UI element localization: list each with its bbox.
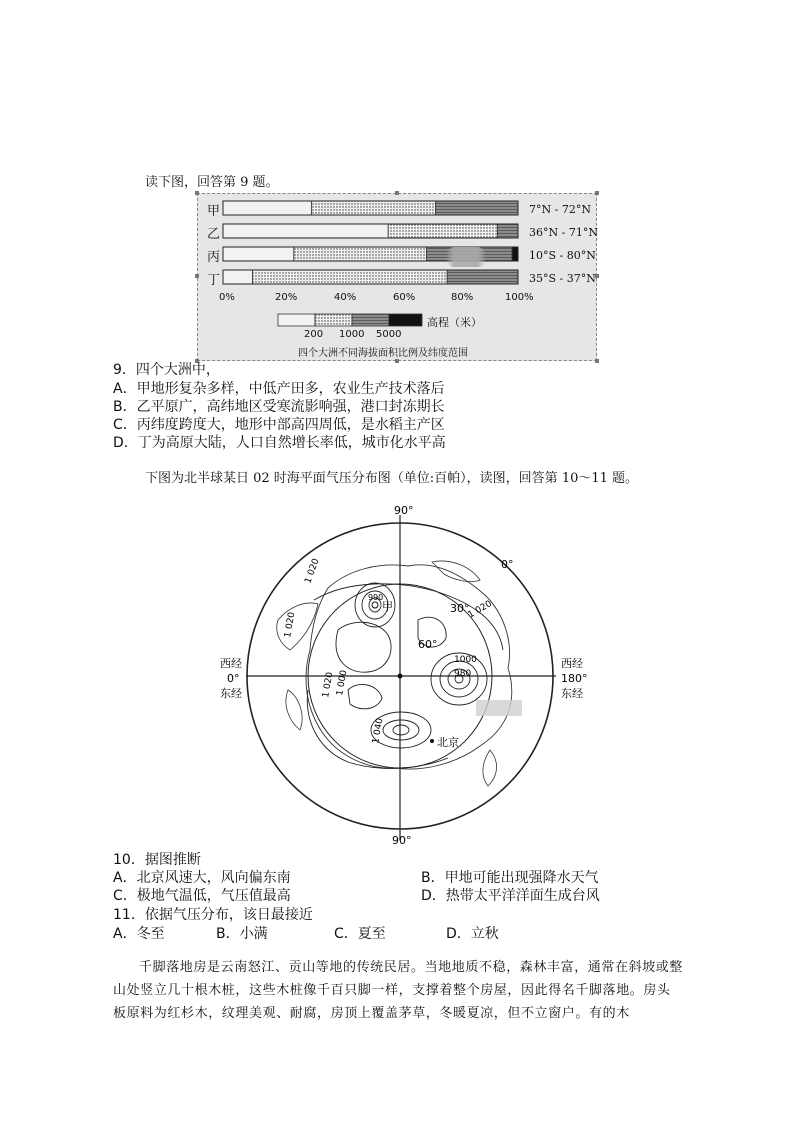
row-label-yi: 乙: [207, 227, 221, 242]
bar-2-hill: [388, 224, 497, 238]
iso-label-5: 1 040: [371, 717, 386, 745]
q9-option-a: A．甲地形复杂多样，中低产田多，农业生产技术落后: [113, 381, 445, 397]
x-tick-40: 40%: [334, 292, 357, 303]
label-jia: 甲: [382, 600, 393, 613]
jia-marker: [372, 602, 378, 608]
lat-range-bing: 10°S - 80°N: [529, 249, 596, 262]
figure-caption: 四个大洲不同海拔面积比例及纬度范围: [298, 348, 468, 359]
legend-swatch-lowland: [278, 314, 315, 326]
label-west-right: 西经: [561, 657, 583, 670]
label-zero-top: 0°: [501, 558, 514, 571]
row-label-ding: 丁: [207, 273, 221, 288]
q11-option-a: A．冬至: [113, 926, 165, 942]
image-smudge: [446, 247, 486, 267]
q11-option-b: B．小满: [216, 926, 268, 942]
bar-3-lowland: [223, 247, 294, 261]
coastline-main: [306, 565, 512, 769]
label-zero-left: 0°: [227, 672, 240, 685]
legend-tick-200: 200: [304, 329, 324, 340]
lat-range-ding: 35°S - 37°N: [529, 272, 596, 285]
intro-q10: 下图为北半球某日 02 时海平面气压分布图（单位:百帕），读图，回答第 10～11 题。: [145, 471, 639, 486]
reading-passage: 千脚落地房是云南怒江、贡山等地的传统民居。当地地质不稳，森林丰富，通常在斜坡或整山处竖立几十根木桩，这些木桩像千百只脚一样，支撑着整个房屋，因此得名千脚落地。房头板原料为红杉木，纹理美观、耐腐，房顶上覆盖茅草，冬暖夏凉，但不立窗户。有的木: [113, 960, 684, 1021]
bar-2-lowland: [223, 224, 388, 238]
q10-stem: 10．据图推断: [113, 852, 201, 868]
elevation-legend: [278, 314, 422, 326]
pressure-map: [218, 500, 598, 850]
legend-swatch-mountain: [352, 314, 389, 326]
iso-label-4: 1 020: [321, 671, 336, 699]
x-tick-20: 20%: [275, 292, 298, 303]
legend-swatch-high-mountain: [389, 314, 422, 326]
label-east-left: 东经: [220, 687, 242, 700]
intro-q9: 读下图，回答第 9 题。: [145, 175, 279, 190]
q10-option-c: C．极地气温低，气压值最高: [113, 888, 291, 904]
q9-option-d: D．丁为高原大陆，人口自然增长率低，城市化水平高: [113, 435, 446, 451]
row-label-bing: 丙: [207, 250, 221, 265]
iso-label-3: 1 020: [466, 599, 494, 621]
pole-marker: [398, 674, 403, 679]
q9-stem: 9．四个大洲中，: [113, 362, 220, 378]
x-tick-0: 0%: [219, 292, 235, 303]
legend-tick-1000: 1000: [339, 329, 365, 340]
legend-swatch-hill: [315, 314, 352, 326]
lat-range-yi: 36°N - 71°N: [529, 226, 598, 239]
x-tick-60: 60%: [393, 292, 416, 303]
row-label-jia: 甲: [207, 204, 221, 219]
label-east-right: 东经: [561, 687, 583, 700]
x-tick-100: 100%: [505, 292, 534, 303]
q9-option-c: C．丙纬度跨度大，地形中部高四周低，是水稻主产区: [113, 417, 445, 433]
bar-1-hill: [312, 201, 436, 215]
label-lat60: 60°: [418, 638, 438, 651]
beijing-marker: [430, 739, 434, 743]
q10-option-b: B．甲地可能出现强降水天气: [421, 870, 599, 886]
label-180-right: 180°: [561, 672, 588, 685]
iso-label-7: 980: [454, 669, 472, 679]
bar-4-lowland: [223, 270, 253, 284]
q11-option-c: C．夏至: [334, 926, 386, 942]
bar-1-mountain: [435, 201, 518, 215]
bar-1-lowland: [223, 201, 312, 215]
bar-3-high-mountain: [512, 247, 518, 261]
coastline-sw: [286, 690, 302, 730]
iso-label-6: 1000: [454, 655, 477, 665]
label-beijing: 北京: [437, 736, 459, 749]
lat-range-jia: 7°N - 72°N: [529, 203, 591, 216]
q9-option-b: B．乙平原广，高纬地区受寒流影响强，港口封冻期长: [113, 399, 445, 415]
label-west-left: 西经: [220, 657, 242, 670]
iso-label-8: 990: [368, 593, 384, 602]
coastline-west: [277, 603, 318, 650]
q10-option-d: D．热带太平洋洋面生成台风: [421, 888, 600, 904]
image-smudge-map: [476, 700, 522, 716]
q10-option-a: A．北京风速大，风向偏东南: [113, 870, 291, 886]
q11-option-d: D．立秋: [446, 926, 499, 942]
q11-stem: 11．依据气压分布，该日最接近: [113, 907, 313, 923]
legend-tick-5000: 5000: [376, 329, 402, 340]
legend-title: 高程（米）: [427, 316, 482, 329]
iso-label-1: 1 020: [283, 611, 298, 639]
bar-3-hill: [294, 247, 427, 261]
label-lat30: 30°: [450, 602, 470, 615]
iso-label-9: 1 000: [335, 669, 350, 697]
bar-2-mountain: [497, 224, 518, 238]
iso-label-2: 1 020: [303, 557, 322, 586]
bar-4-mountain: [447, 270, 518, 284]
label-bottom-90: 90°: [392, 834, 412, 847]
bar-4-hill: [253, 270, 448, 284]
x-tick-80: 80%: [451, 292, 474, 303]
elevation-latitude-figure: [197, 193, 597, 361]
coastline-ne: [432, 561, 480, 582]
label-top-90: 90°: [394, 504, 414, 517]
coastline-se: [483, 750, 497, 786]
